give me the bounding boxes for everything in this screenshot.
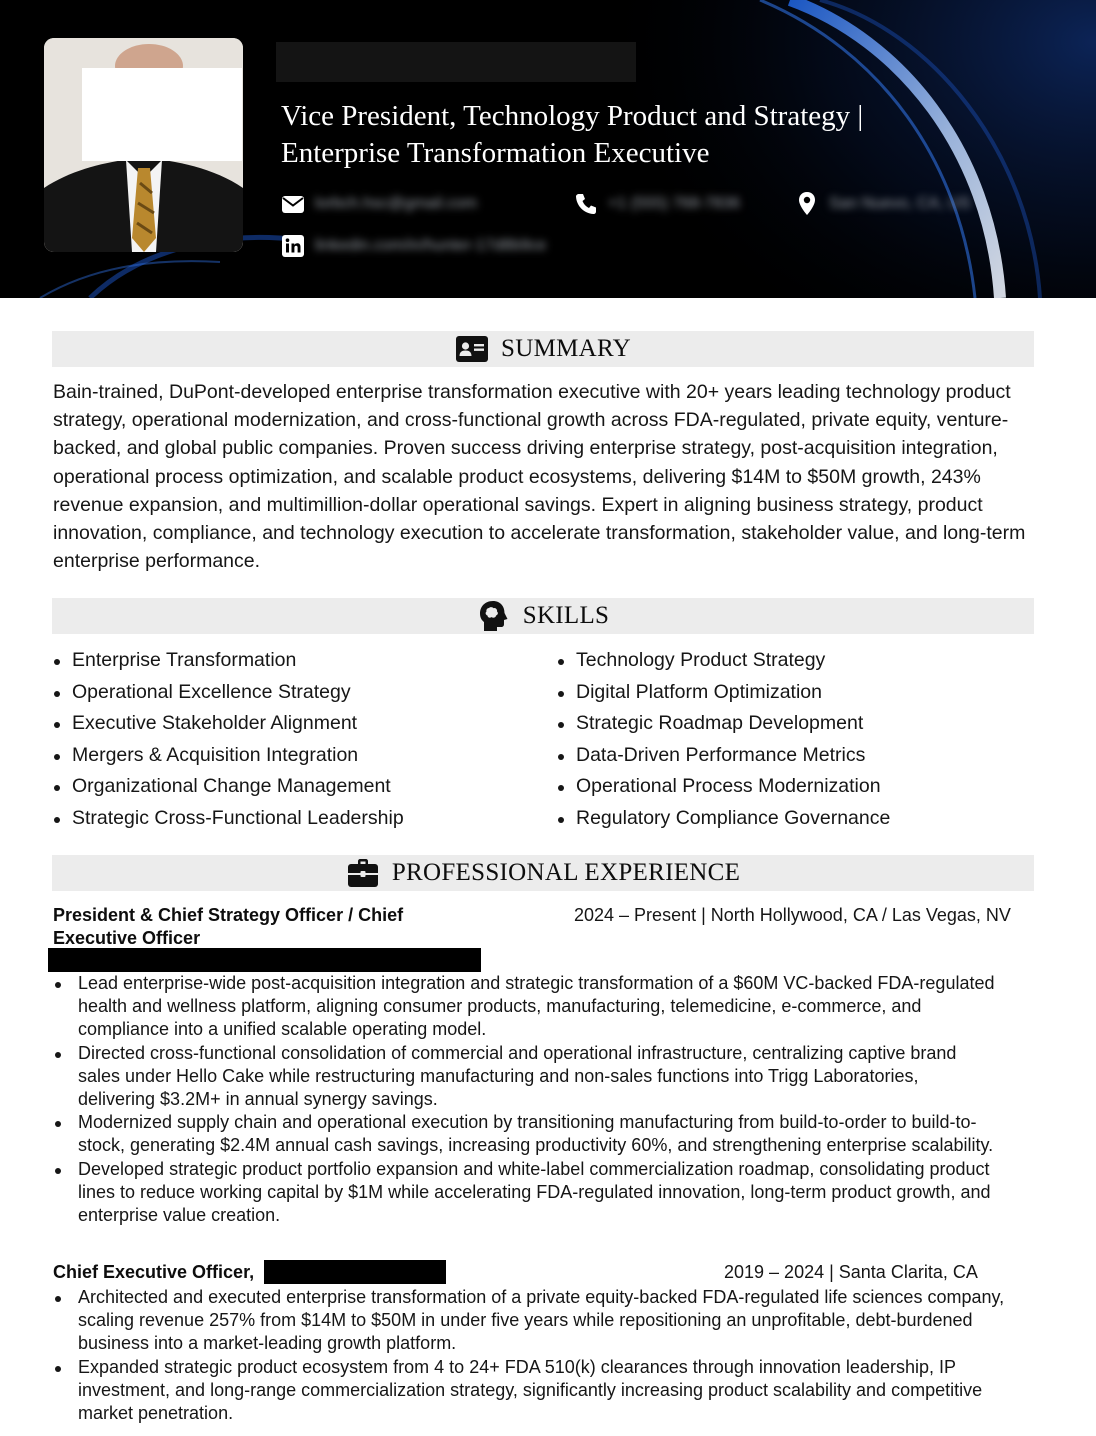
list-item: Data-Driven Performance Metrics [556,740,890,772]
linkedin-text: linkedin.com/in/hunter-17d8b9ce [315,237,547,254]
phone-text: +1 (555) 768-7836 [608,195,741,212]
email-text: lorbch.hsc@gmail.com [315,195,478,212]
list-item: Operational Process Modernization [556,771,890,803]
resume-header [0,0,1096,298]
summary-title: SUMMARY [501,335,631,362]
skills-list-right [556,645,890,835]
profile-photo [44,38,243,252]
list-item: Directed cross-functional consolidation of commercial and operational infrastructure, centralizing captive brand sales under Hello Cake while restructuring manufacturing and non-sales functions into Trigg Laboratories, delivering $3.2M+ in annual synergy savings. [53,1042,998,1112]
brain-head-icon [477,601,511,631]
job-bullets [53,972,998,1227]
summary-paragraph: Bain-trained, DuPont-developed enterprise transformation executive with 20+ years leading technology product strategy, operational modernization, and cross-functional growth across FDA-regulated, private equity, venture-backed, and global public companies. Proven success driving enterprise strategy, post-acquisition integration, operational process optimization, and scalable product ecosystems, delivering $14M to $50M growth, 243% revenue expansion, and multimillion-dollar operational savings. Expert in aligning business strategy, product innovation, compliance, and technology execution to accelerate transformation, stakeholder value, and long-term enterprise performance. [53,381,1026,573]
job-bullets [53,1286,1018,1425]
skills-list-left [52,645,404,835]
contact-linkedin[interactable] [281,234,546,258]
list-item: Strategic Roadmap Development [556,708,890,740]
list-item: Digital Platform Optimization [556,677,890,709]
briefcase-icon [346,858,380,888]
headline-line-1: Vice President, Technology Product and Strategy | [281,100,864,132]
list-item: Mergers & Acquisition Integration [52,740,404,772]
headline-line-2: Enterprise Transformation Executive [281,137,710,169]
job-title: Chief Executive Officer, [53,1262,255,1282]
company-redacted [48,948,481,972]
experience-heading-band [52,855,1034,891]
job-dates-location: 2019 – 2024 | Santa Clarita, CA [724,1262,978,1282]
list-item: Regulatory Compliance Governance [556,803,890,835]
list-item: Architected and executed enterprise transformation of a private equity-backed FDA-regulated life sciences company, scaling revenue 257% from $14M to $50M in under five years while repositioning an unprofitable, debt-burdened business into a market-leading growth platform. [53,1286,1018,1356]
list-item: Organizational Change Management [52,771,404,803]
list-item: Executive Stakeholder Alignment [52,708,404,740]
list-item: Strategic Cross-Functional Leadership [52,803,404,835]
linkedin-icon [281,234,305,258]
contact-location [795,192,970,216]
headline [281,98,941,172]
company-redacted [264,1260,446,1284]
job-title: President & Chief Strategy Officer / Chief Executive Officer [53,905,404,948]
map-pin-icon [795,192,819,216]
list-item: Technology Product Strategy [556,645,890,677]
list-item: Developed strategic product portfolio expansion and white-label commercialization roadmap, consolidating product lines to reduce working capital by $1M while accelerating FDA-regulated innovation, long-term product growth, and enterprise value creation. [53,1158,998,1228]
summary-heading-band [52,331,1034,367]
list-item: Expanded strategic product ecosystem from 4 to 24+ FDA 510(k) clearances through innovation leadership, IP investment, and long-range commercialization strategy, significantly increasing product scalability and competitive market penetration. [53,1356,1018,1426]
id-card-icon [455,334,489,364]
phone-icon [574,192,598,216]
envelope-icon [281,192,305,216]
skills-heading-band [52,598,1034,634]
contact-email[interactable] [281,192,477,216]
list-item: Modernized supply chain and operational execution by transitioning manufacturing from build-to-order to build-to-stock, generating $2.4M annual cash savings, increasing productivity 60%, and strengthening enterprise scalability. [53,1111,998,1157]
name-redacted [276,42,636,82]
skills-title: SKILLS [522,602,610,629]
experience-title: PROFESSIONAL EXPERIENCE [391,859,741,886]
location-text: San Nuevo, CA, US [829,195,971,212]
job-dates-location: 2024 – Present | North Hollywood, CA / Las Vegas, NV [574,905,1011,925]
list-item: Enterprise Transformation [52,645,404,677]
list-item: Operational Excellence Strategy [52,677,404,709]
contact-phone[interactable] [574,192,740,216]
list-item: Lead enterprise-wide post-acquisition integration and strategic transformation of a $60M VC-backed FDA-regulated health and wellness platform, aligning consumer products, manufacturing, telemedicine, e-commerce, and compliance into a unified scalable operating model. [53,972,998,1042]
